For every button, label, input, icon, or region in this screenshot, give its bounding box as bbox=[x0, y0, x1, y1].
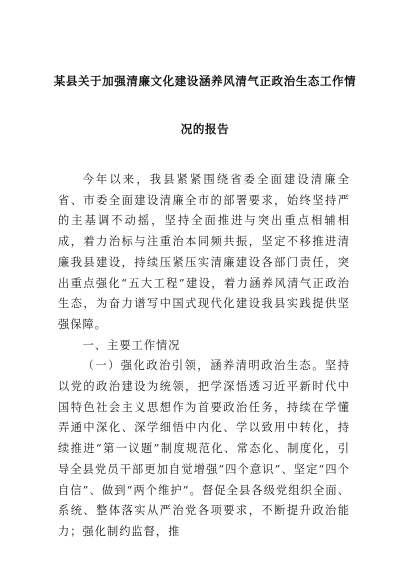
document-body bbox=[58, 170, 350, 543]
subsection-paragraph: （一）强化政治引领，涵养清明政治生态。坚持以党的政治建设为统领，把学深悟透习近平新时代中国特色社会主义思想作为首要政治任务，持续在学懂弄通中深化、深学细悟中内化、学以致用中转化，持续推进“第一议题”制度规范化、常态化、制度化，引导全县党员干部更加自觉增强“四个意识”、坚定“四个自信”、做到“两个维护”。督促全县各级党组织全面、系统、整体落实从严治党各项要求，不断提升政治能力；强化制约监督，推 bbox=[58, 359, 350, 538]
document-title-line-2: 况的报告 bbox=[180, 122, 230, 136]
section-heading: 一、主要工作情况 bbox=[82, 338, 181, 352]
intro-paragraph: 今年以来，我县紧紧围绕省委全面建设清廉全省、市委全面建设清廉全市的部署要求，始终坚持严的主基调不动摇，坚持全面推进与突出重点相辅相成，着力治标与注重治本同频共振，坚定不移推进清廉我县建设，持续压紧压实清廉建设各部门责任，突出重点强化“五大工程”建设，着力涵养风清气正政治生态，为奋力谱写中国式现代化建设我县实践提供坚强保障。 bbox=[58, 173, 350, 331]
document-title-line-1: 某县关于加强清廉文化建设涵养风清气正政治生态工作情 bbox=[53, 74, 357, 88]
